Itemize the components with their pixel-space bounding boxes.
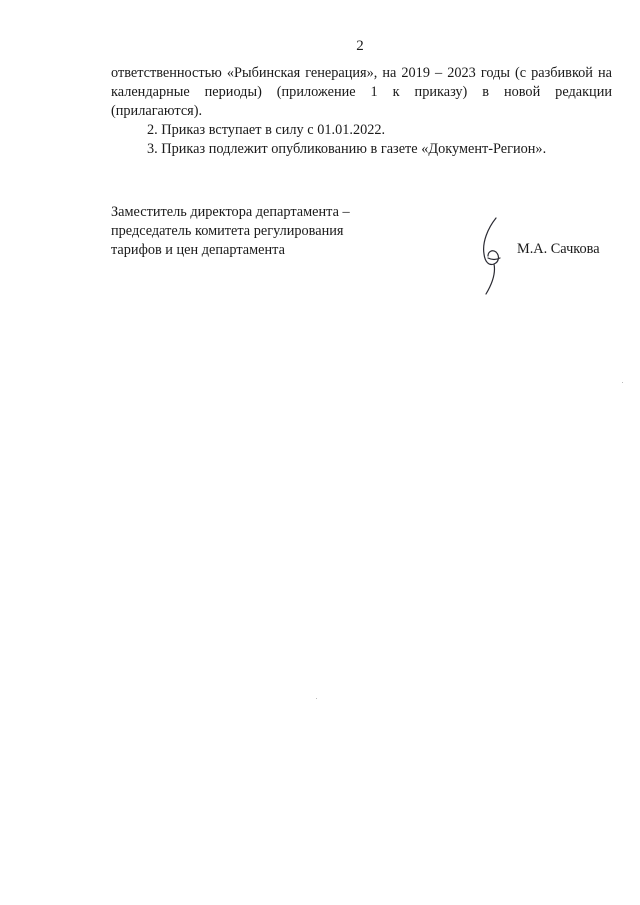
scan-speck <box>622 382 623 383</box>
paragraph-continuation: ответственностью «Рыбинская генерация», на 2019 – 2023 годы (с разбивкой на календарные периоды) (приложение 1 к приказу) в новой редакции (прилагаются). <box>111 65 612 119</box>
signatory-position <box>111 203 350 260</box>
page-number: 2 <box>356 38 364 54</box>
body-text <box>111 64 612 159</box>
paragraph-publication: 3. Приказ подлежит опубликованию в газете «Документ-Регион». <box>147 141 547 157</box>
position-line: Заместитель директора департамента – <box>111 204 350 220</box>
position-line: тарифов и цен департамента <box>111 242 285 258</box>
scan-speck <box>316 698 317 699</box>
handwritten-signature <box>474 214 514 300</box>
position-line: председатель комитета регулирования <box>111 223 344 239</box>
signatory-name: М.А. Сачкова <box>517 241 600 257</box>
paragraph-effective-date: 2. Приказ вступает в силу с 01.01.2022. <box>147 122 386 138</box>
